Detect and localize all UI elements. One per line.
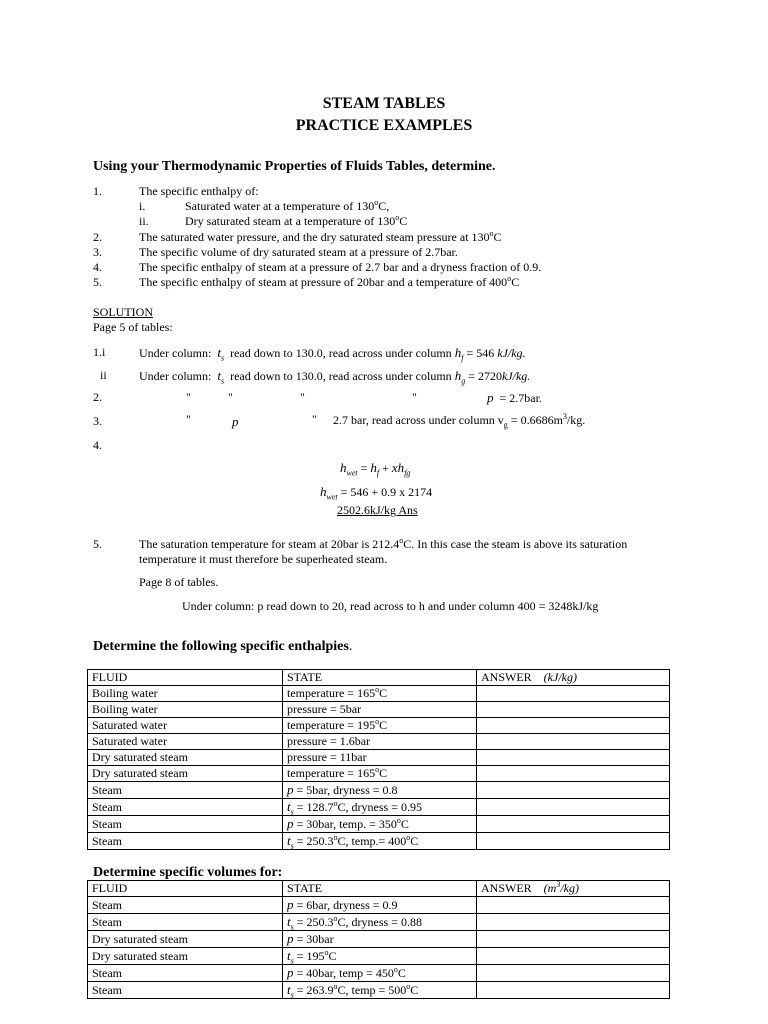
column-header: STATE [283,670,477,686]
table-row [88,750,670,766]
solution-number: 1.i [93,345,106,359]
sub-question-number: i. [139,199,146,213]
answer-cell[interactable] [477,965,670,982]
table-row [88,702,670,718]
document-title-line2: PRACTICE EXAMPLES [295,117,473,134]
answer-4: 2502.6kJ/kg Ans [337,503,418,517]
volume-table [87,880,670,999]
fluid-cell: Dry saturated steam [88,766,283,782]
answer-cell[interactable] [477,931,670,948]
table-row [88,931,670,948]
table-row [88,816,670,833]
question-text: The saturated water pressure, and the dry saturated steam pressure at 130$^o$C [139,229,502,244]
solution-number: ii [100,368,107,382]
table-row [88,965,670,982]
state-cell: temperature = $195^oC$ [283,718,477,734]
state-cell: $t_s = 250.3^oC$, dryness = 0.88 [283,914,477,931]
table-row [88,782,670,799]
solution-number: 5. [93,537,102,551]
question-number: 1. [93,184,102,198]
ditto-mark: " [186,390,191,404]
table-header-row [88,881,670,897]
page-reference: Page 8 of tables. [139,575,219,589]
ditto-mark: " [312,412,317,426]
table-row [88,799,670,816]
table-row [88,833,670,850]
solution-text: Under column: $t_s$ read down to 130.0, read across under column $h_g = 2720kJ/kg$. [139,368,531,386]
fluid-cell: Steam [88,982,283,999]
fluid-cell: Steam [88,897,283,914]
state-cell: $t_s = 195^oC$ [283,948,477,965]
answer-cell[interactable] [477,799,670,816]
table-row [88,948,670,965]
table-header-row [88,670,670,686]
fluid-cell: Steam [88,799,283,816]
answer-cell[interactable] [477,914,670,931]
equation-line2: $h_{wet} = 546 + 0.9$ x 2174 [320,484,433,502]
state-cell: temperature = $165^oC$ [283,686,477,702]
ditto-mark: " [300,390,305,404]
solution-text: The saturation temperature for steam at 20bar is 212.4$^o$C. In this case the steam is above its saturation [139,536,628,551]
answer-cell[interactable] [477,766,670,782]
answer-cell[interactable] [477,948,670,965]
question-number: 3. [93,245,102,259]
state-cell: p = 6bar, dryness = 0.9 [283,897,477,914]
solution-text: Under column: $t_s$ read down to 130.0, read across under column $h_f = 546$ kJ/kg. [139,345,526,363]
state-cell: p = 30bar, temp. = $350^oC$ [283,816,477,833]
enthalpy-table [87,669,670,850]
question-text: The specific enthalpy of steam at pressure of 20bar and a temperature of 400$^o$C [139,274,520,289]
state-cell: $t_s = 128.7^oC$, dryness = 0.95 [283,799,477,816]
state-cell: pressure = 1.6bar [283,734,477,750]
question-number: 5. [93,275,102,289]
solution-text: p = 2.7bar. [487,390,542,405]
answer-cell[interactable] [477,982,670,999]
state-cell: p = 40bar, temp = $450^oC$ [283,965,477,982]
column-header: FLUID [88,670,283,686]
table-row [88,914,670,931]
fluid-cell: Boiling water [88,702,283,718]
state-cell: pressure = 11bar [283,750,477,766]
fluid-cell: Steam [88,914,283,931]
table-row [88,897,670,914]
solution-text: 2.7 bar, read across under column $v_g = 0.6686m^3/kg$. [333,412,586,430]
fluid-cell: Dry saturated steam [88,948,283,965]
solution-result: Under column: p read down to 20, read across to h and under column 400 = 3248kJ/kg [182,599,599,613]
fluid-cell: Steam [88,816,283,833]
equation-line1: $h_{wet} = h_f + xh_{fg}$ [340,460,411,478]
page-reference: Page 5 of tables: [93,320,173,334]
ditto-mark: " [228,390,233,404]
ditto-mark: " [186,412,191,426]
table-row [88,718,670,734]
state-cell: p = 30bar [283,931,477,948]
solution-number: 3. [93,414,102,428]
question-number: 4. [93,260,102,274]
solution-number: 2. [93,390,102,404]
table-row [88,766,670,782]
answer-cell[interactable] [477,702,670,718]
state-cell: $t_s = 250.3^oC$, temp.= $400^oC$ [283,833,477,850]
fluid-cell: Dry saturated steam [88,931,283,948]
enthalpy-heading: Determine the following specific enthalpies. [93,639,353,654]
table-row [88,982,670,999]
state-cell: $t_s = 263.9^oC$, temp = $500^oC$ [283,982,477,999]
question-text: The specific enthalpy of steam at a pressure of 2.7 bar and a dryness fraction of 0.9. [139,260,542,274]
volume-heading: Determine specific volumes for: [93,865,283,880]
fluid-cell: Steam [88,782,283,799]
answer-cell[interactable] [477,897,670,914]
solution-number: 4. [93,438,102,452]
fluid-cell: Dry saturated steam [88,750,283,766]
table-row [88,686,670,702]
question-text: The specific volume of dry saturated steam at a pressure of 2.7bar. [139,245,458,259]
column-header: STATE [283,881,477,897]
fluid-cell: Saturated water [88,718,283,734]
answer-cell[interactable] [477,734,670,750]
answer-cell[interactable] [477,833,670,850]
sub-question-text: Dry saturated steam at a temperature of 130$^o$C [185,213,408,228]
fluid-cell: Steam [88,965,283,982]
document-title-line1: STEAM TABLES [322,95,446,112]
answer-cell[interactable] [477,686,670,702]
column-header: ANSWER $(m^3/kg)$ [477,881,670,897]
intro-heading: Using your Thermodynamic Properties of Fluids Tables, determine. [93,159,496,174]
fluid-cell: Boiling water [88,686,283,702]
column-header: FLUID [88,881,283,897]
question-number: 2. [93,230,102,244]
solution-heading: SOLUTION [93,305,153,319]
sub-question-text: Saturated water at a temperature of 130$^o$C, [185,198,390,213]
column-header: ANSWER (kJ/kg) [477,670,670,686]
table-row [88,734,670,750]
answer-cell[interactable] [477,782,670,799]
solution-text: temperature it must therefore be superheated steam. [139,552,388,566]
answer-cell[interactable] [477,750,670,766]
state-cell: pressure = 5bar [283,702,477,718]
state-cell: p = 5bar, dryness = 0.8 [283,782,477,799]
fluid-cell: Saturated water [88,734,283,750]
ditto-mark: " [412,390,417,404]
sub-question-number: ii. [139,214,149,228]
state-cell: temperature = $165^oC$ [283,766,477,782]
answer-cell[interactable] [477,816,670,833]
question-text: The specific enthalpy of: [139,184,259,198]
fluid-cell: Steam [88,833,283,850]
answer-cell[interactable] [477,718,670,734]
variable-p: p [232,414,239,429]
